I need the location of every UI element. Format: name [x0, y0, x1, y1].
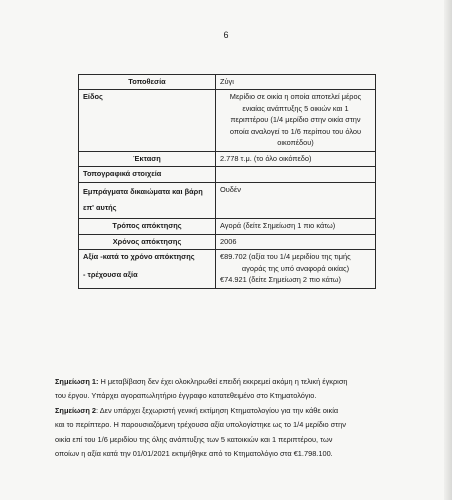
table-row — [79, 75, 376, 90]
row-key-value-at-acquisition — [79, 250, 216, 288]
value-line: €89.702 (αξία του 1/4 μεριδίου της τιμής — [220, 252, 351, 262]
row-value-values — [216, 250, 376, 288]
row-key-area: Έκταση — [79, 151, 216, 166]
table-row — [79, 182, 376, 219]
note-1-text: Η μεταβίβαση δεν έχει ολοκληρωθεί επειδή εκκρεμεί ακόμη η τελική έγκριση — [98, 377, 348, 386]
row-value-acquisition-time — [216, 234, 376, 249]
note-2-continued: και το περίπτερο. Η παρουσιαζόμενη τρέχουσα αξία υπολογίστηκε ως το 1/4 μερίδιο στην — [55, 420, 346, 430]
value-line: Ουδέν — [220, 184, 241, 194]
row-key-location: Τοποθεσία — [79, 75, 216, 90]
row-value-location — [216, 75, 376, 90]
value-line: 2.778 τ.μ. (το όλο οικόπεδο) — [220, 153, 312, 163]
table-row — [79, 90, 376, 151]
page-edge-shadow — [444, 0, 452, 500]
value-line: 2006 — [220, 236, 237, 246]
note-2-continued: οικία επί του 1/6 μεριδίου της όλης ανάπτυξης των 5 κατοικιών και 1 περιπτέρου, των — [55, 434, 333, 444]
table-row — [79, 167, 376, 182]
value-line: περιπτέρου (1/4 μερίδιο στην οικία στην — [230, 115, 361, 125]
row-value-encumbrances — [216, 182, 376, 219]
notes-section — [55, 375, 405, 462]
row-key-acquisition-time: Χρόνος απόκτησης — [79, 234, 216, 249]
note-2 — [55, 404, 405, 418]
property-info-table — [78, 74, 376, 289]
row-key-topographic: Τοπογραφικά στοιχεία — [79, 167, 216, 182]
table-row — [79, 151, 376, 166]
row-key-acquisition-method: Τρόπος απόκτησης — [79, 219, 216, 234]
note-2-label: Σημείωση 2 — [55, 405, 97, 415]
value-line: οικοπέδου) — [277, 138, 314, 148]
note-1 — [55, 375, 405, 389]
row-value-type — [216, 90, 376, 151]
table-row — [79, 234, 376, 249]
value-line: αγοράς της υπό αναφορά οικίας) — [241, 263, 350, 273]
value-line: Μερίδιο σε οικία η οποία αποτελεί μέρος — [229, 92, 362, 102]
row-key-encumbrances: Εμπράγματα δικαιώματα και βάρη επ' αυτής — [79, 182, 216, 219]
note-1-continued: του έργου. Υπάρχει αγοραπωλητήριο έγγραφο κατατεθειμένο στο Κτηματολόγιο. — [55, 391, 317, 401]
row-value-area — [216, 151, 376, 166]
table-row — [79, 250, 376, 288]
page-number: 6 — [223, 30, 229, 40]
value-line: Ζύγι — [220, 77, 234, 86]
value-line: €74.921 (δείτε Σημείωση 2 πιο κάτω) — [220, 275, 341, 285]
value-line: ενιαίας ανάπτυξης 5 οικιών και 1 — [242, 103, 349, 113]
note-1-label: Σημείωση 1: — [55, 377, 99, 386]
row-value-topographic — [216, 167, 376, 182]
current-value-key: - τρέχουσα αξία — [83, 269, 138, 279]
note-2-continued: οποίων η αξία κατά την 01/01/2021 εκτιμήθηκε από το Κτηματολόγιο στα €1.798.100. — [55, 449, 333, 459]
note-2-text: : Δεν υπάρχει ξεχωριστή γενική εκτίμηση Κτηματολογίου για την κάθε οικία — [96, 405, 339, 415]
row-key-type: Είδος — [79, 90, 216, 151]
value-key-line: Αξία -κατά το χρόνο απόκτησης — [83, 252, 195, 262]
value-line: Αγορά (δείτε Σημείωση 1 πιο κάτω) — [220, 221, 336, 231]
value-line: οποία αναλογεί το 1/6 περίπου του όλου — [229, 126, 362, 136]
table-row — [79, 219, 376, 234]
row-value-acquisition-method — [216, 219, 376, 234]
